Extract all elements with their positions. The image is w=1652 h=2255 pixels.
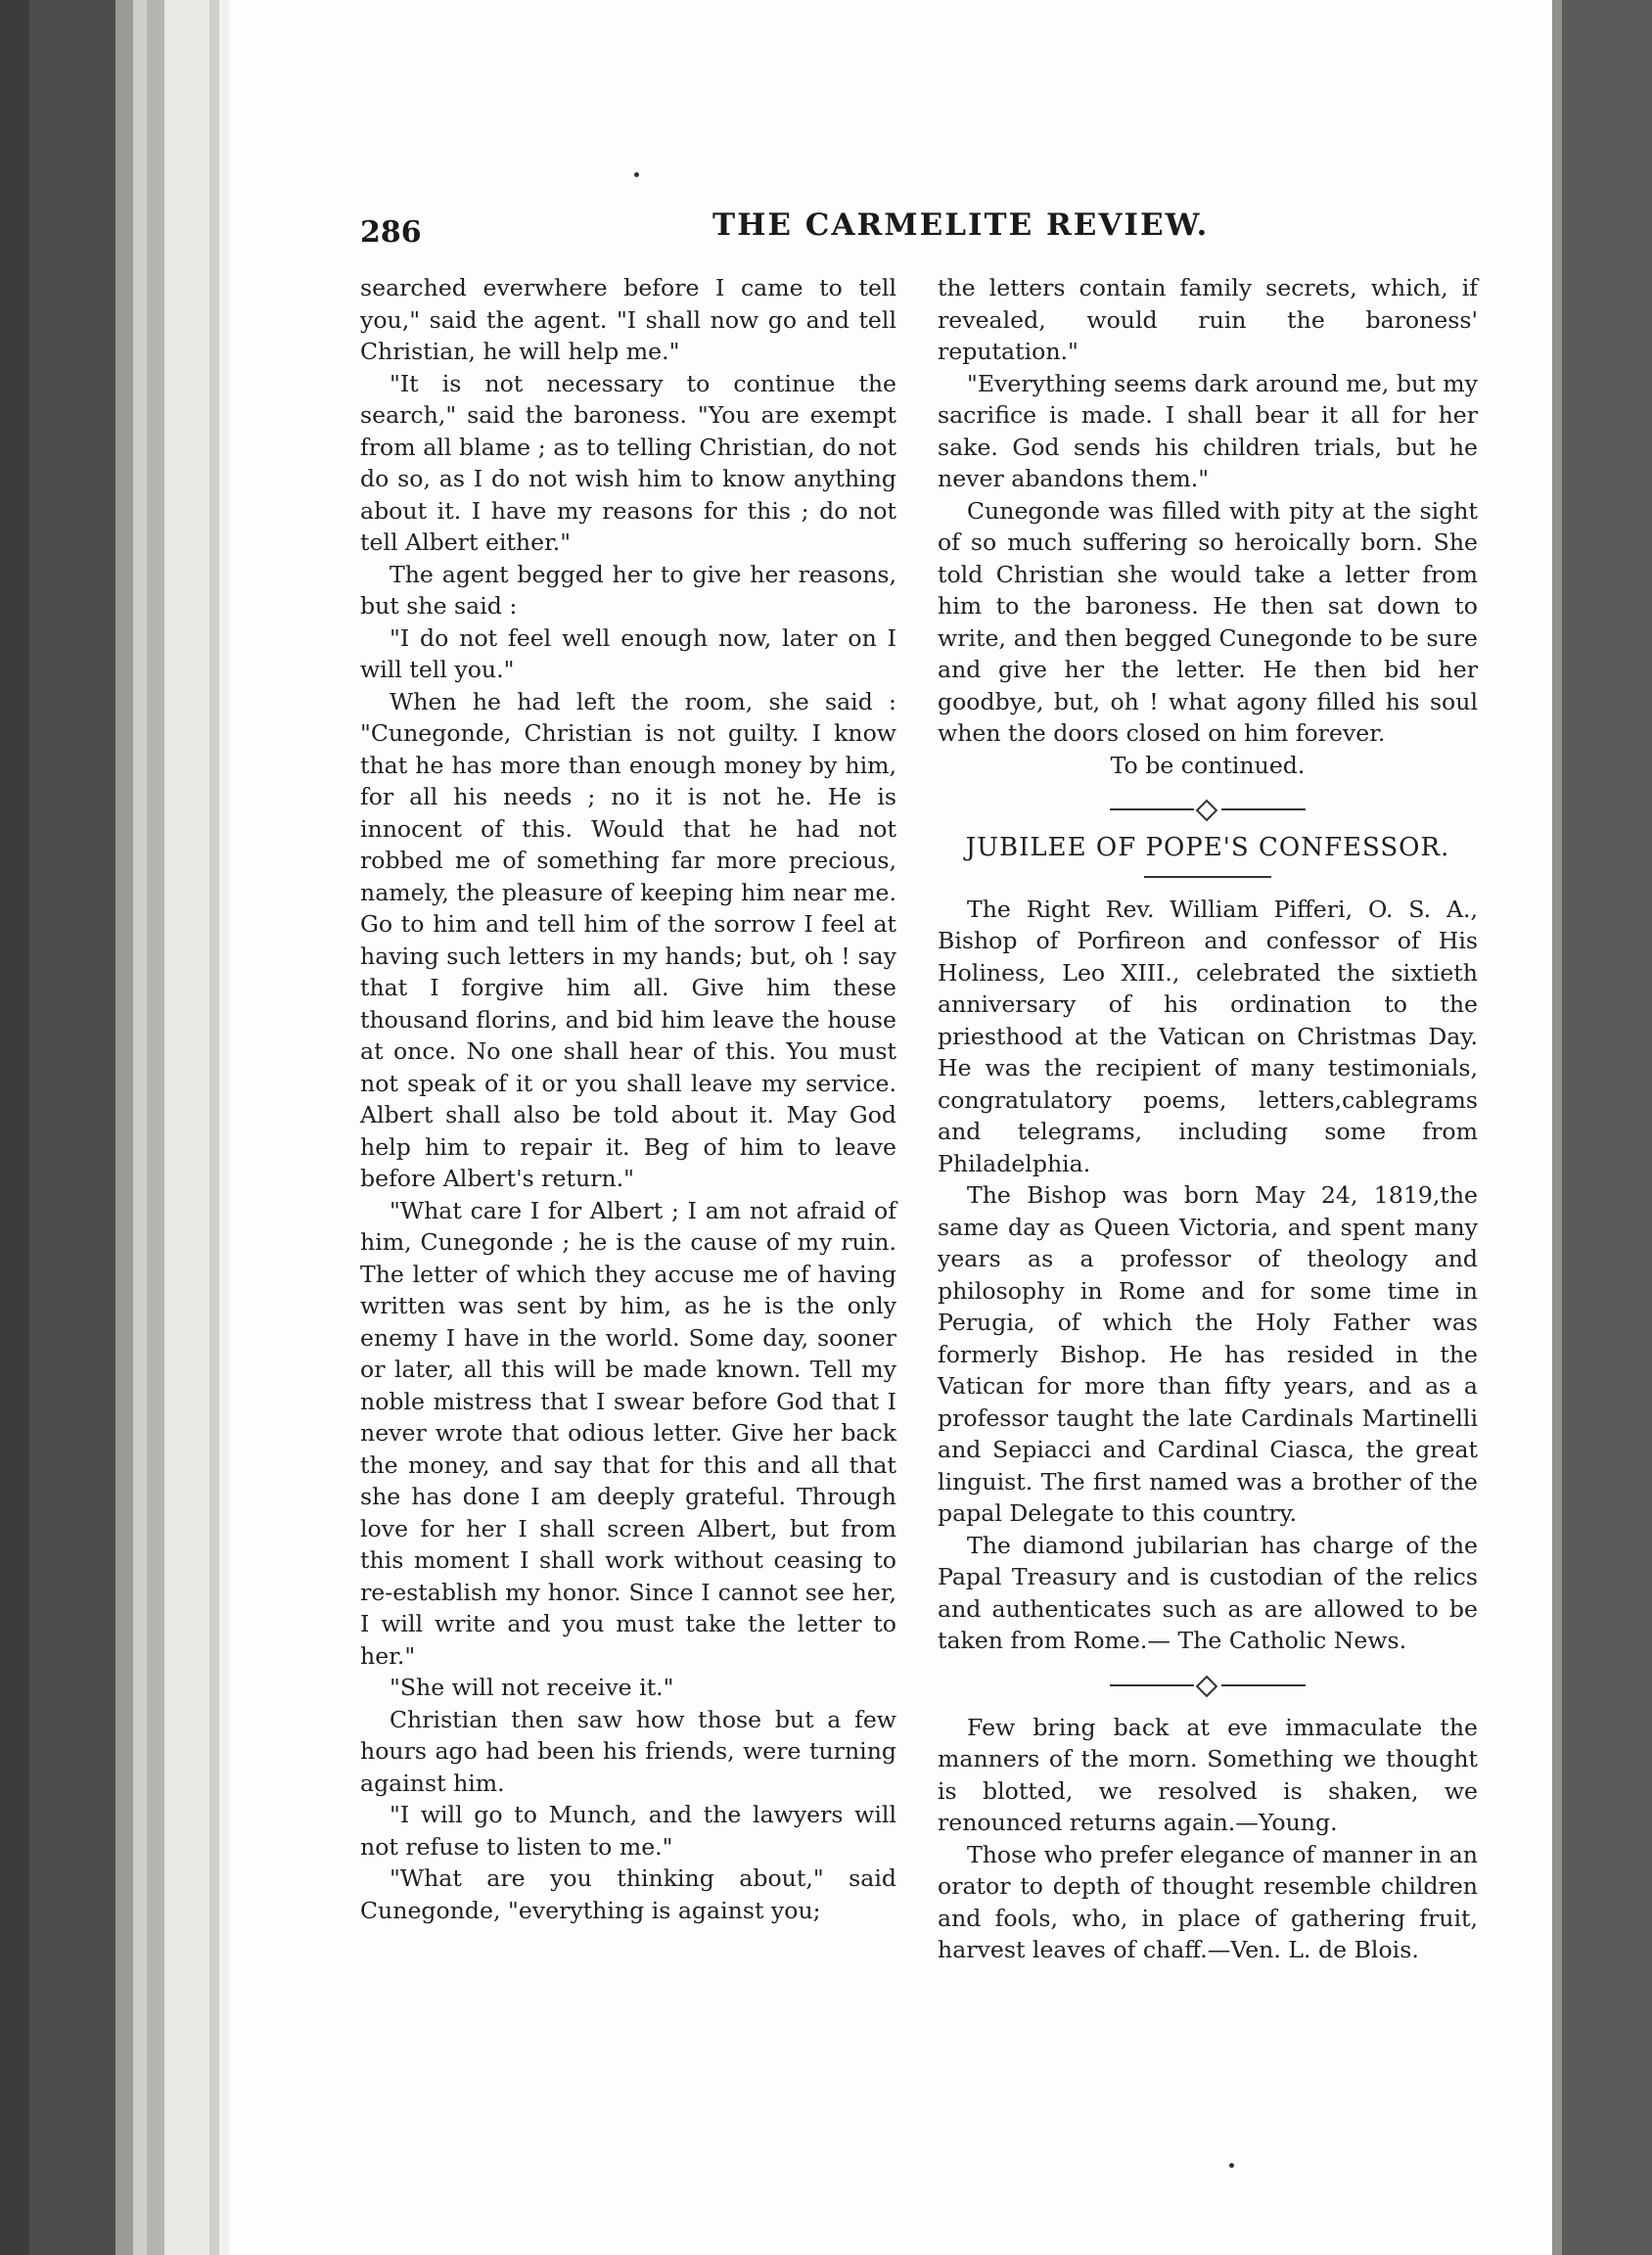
scan-speck [634,172,639,177]
divider-ornament-icon [1196,800,1218,822]
to-be-continued: To be continued. [1110,751,1306,779]
story-paragraph: When he had left the room, she said : "Cunegonde, Christian is not guilty. I know that he has more than enough money by him, for all his needs ; no it is not he. He is innocent of this. Would that he had not robbed me of something far more precious, namely, the pleasure of keeping him near me. Go to him and tell him of the sorrow I feel at having such letters in my hands; but, oh ! say that I forgive him all. Give him these thousand florins, and bid him leave the house at once. No one shall hear of this. You must not speak of it or you shall leave my service. Albert shall also be told about it. May God help him to repair it. Beg of him to leave before Albert's return." [360,687,896,1192]
article-paragraph: The Right Rev. William Pifferi, O. S. A., Bishop of Porfireon and confessor of His Holiness, Leo XIII., celebrated the sixtieth anniversary of his ordination to the priesthood at the Vatican on Christmas Day. He was the recipient of many testimonials, congratulatory poems, letters,cablegrams and telegrams, including some from Philadelphia. [938,895,1478,1177]
story-paragraph: "She will not receive it." [390,1674,674,1701]
story-paragraph: The agent begged her to give her reasons, but she said : [360,560,896,620]
story-paragraph: "What are you thinking about," said Cunegonde, "everything is against you; [360,1864,896,1924]
page-stack-edge [219,0,229,2255]
divider-rule [1110,1684,1194,1686]
article-paragraph: The Bishop was born May 24, 1819,the same day as Queen Victoria, and spent many years as a professor of theology and philosophy in Rome and for some time in Perugia, of which the Holy Father was formerly Bishop. He has resided in the Vatican for more than fifty years, and as a professor taught the late Cardinals Martinelli and Sepiacci and Cardinal Ciasca, the great linguist. The first named was a brother of the papal Delegate to this country. [938,1181,1478,1527]
story-paragraph: the letters contain family secrets, which, if revealed, would ruin the baroness' reputation." [938,274,1478,365]
book-binding-shadow [0,0,29,2255]
title-rule [1144,876,1271,878]
divider-rule [1221,1684,1306,1686]
story-paragraph: "I do not feel well enough now, later on I will tell you." [360,623,896,683]
story-paragraph: "Everything seems dark around me, but my sacrifice is made. I shall bear it all for her sake. God sends his children trials, but he never abandons them." [938,369,1478,492]
story-paragraph: Cunegonde was filled with pity at the sight of so much suffering so heroically born. She told Christian she would take a letter from him to the baroness. He then sat down to write, and then begged Cunegonde to be sure and give her the letter. He then bid her goodbye, but, oh ! what agony filled his soul when the doors closed on him forever. [938,496,1478,747]
page-number: 286 [360,215,422,250]
divider-rule [1221,808,1306,810]
story-paragraph: searched everwhere before I came to tell you," said the agent. "I shall now go and tell Christian, he will help me." [360,274,896,365]
page-stack-edge [115,0,133,2255]
page-stack-edge [164,0,209,2255]
page-stack-edge [209,0,219,2255]
story-paragraph: "It is not necessary to continue the search," said the baroness. "You are exempt from all blame ; as to telling Christian, do not do so, as I do not wish him to know anything about it. I have my reasons for this ; do not tell Albert either." [360,369,896,556]
article-paragraph: The diamond jubilarian has charge of the Papal Treasury and is custodian of the relics and authenticates such as are allowed to be taken from Rome.— The Catholic News. [938,1531,1478,1654]
section-divider [1110,1679,1306,1692]
quote-paragraph: Few bring back at eve immaculate the manners of the morn. Something we thought is blotted, we resolved is shaken, we renounced returns again.—Young. [938,1713,1478,1836]
story-paragraph: "What care I for Albert ; I am not afraid of him, Cunegonde ; he is the cause of my ruin. The letter of which they accuse me of having written was sent by him, as he is the only enemy I have in the world. Some day, sooner or later, all this will be made known. Tell my noble mistress that I swear before God that I never wrote that odious letter. Give her back the money, and say that for this and all that she has done I am deeply grateful. Through love for her I shall screen Albert, but from this moment I shall work without ceasing to re-establish my honor. Since I cannot see her, I will write and you must take the letter to her." [360,1196,896,1670]
right-column [938,272,1478,1966]
page-stack-edge [133,0,147,2255]
page-stack-edge [147,0,164,2255]
story-paragraph: "I will go to Munch, and the lawyers will not refuse to listen to me." [360,1801,896,1861]
running-title: THE CARMELITE REVIEW. [712,207,1210,243]
left-column [360,272,896,1926]
quote-paragraph: Those who prefer elegance of manner in an orator to depth of thought resemble children and fools, who, in place of gathering fruit, harvest leaves of chaff.—Ven. L. de Blois. [938,1840,1478,1963]
scan-speck [1229,2163,1234,2168]
section-divider [1110,803,1306,816]
book-binding-edge-right [1552,0,1652,2255]
book-binding-edge-right-highlight [1552,0,1562,2255]
story-paragraph: Christian then saw how those but a few hours ago had been his friends, were turning against him. [360,1705,896,1797]
divider-rule [1110,808,1194,810]
article-title: JUBILEE OF POPE'S CONFESSOR. [965,833,1450,862]
